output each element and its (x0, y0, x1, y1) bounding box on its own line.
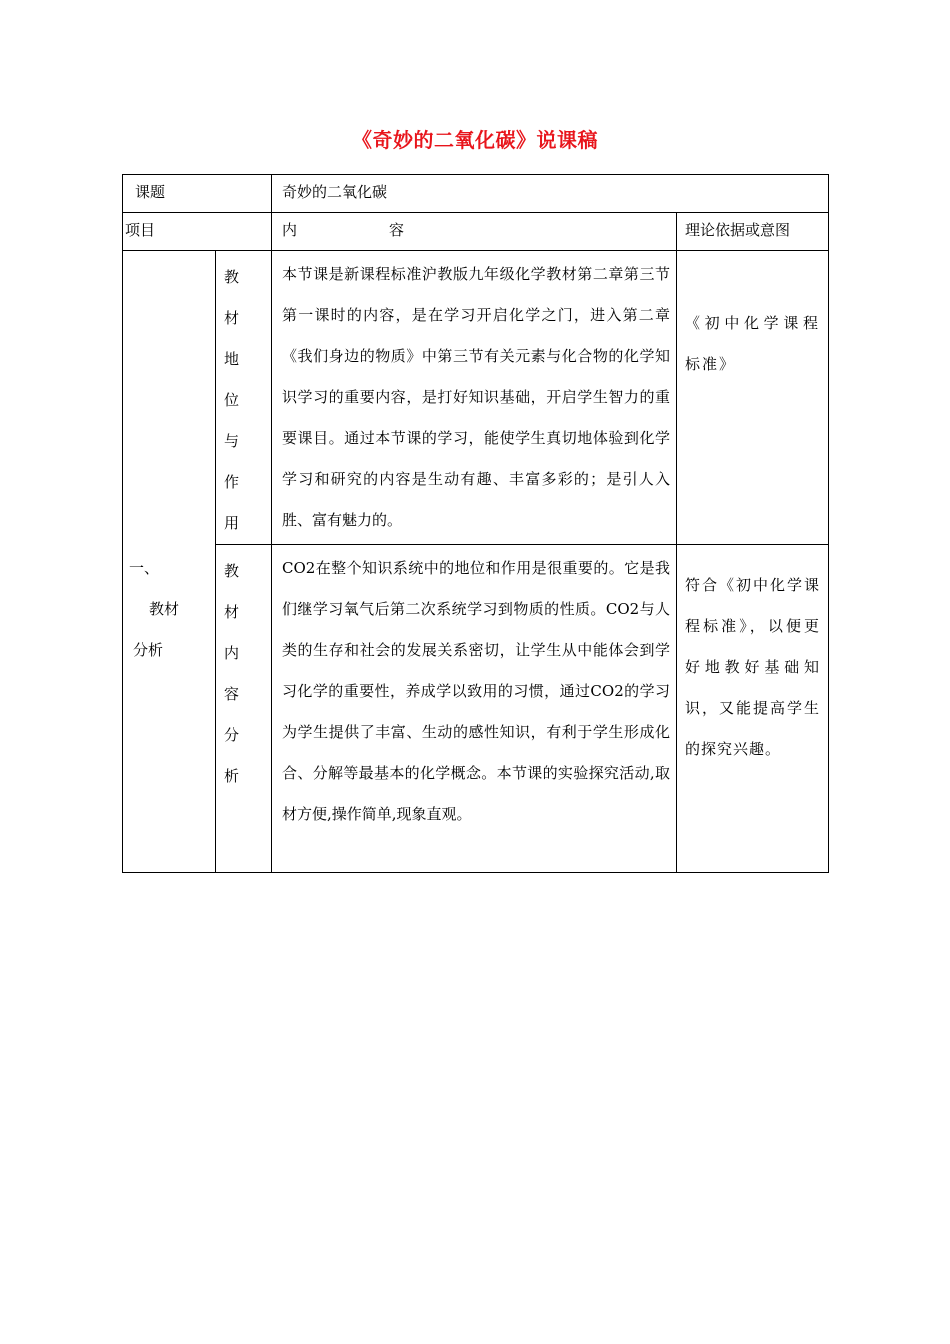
topic-label: 课题 (123, 175, 272, 213)
header-content-char-2: 容 (389, 221, 405, 239)
section-label-line3: 分析 (133, 640, 164, 659)
row-content-position-role: 本节课是新课程标准沪教版九年级化学教材第二章第三节第一课时的内容，是在学习开启化学之门，进入第二章《我们身边的物质》中第三节有关元素与化合物的化学知识学习的重要内容，是打好知识基础，开启学生智力的重要课目。通过本节课的学习，能使学生真切地体验到化学学习和研究的内容是生动有趣、丰富多彩的；是引人入胜、富有魅力的。 (272, 251, 677, 545)
page-title: 《奇妙的二氧化碳》说课稿 (352, 128, 598, 152)
header-content (272, 213, 677, 251)
header-row (123, 213, 829, 251)
row-basis-content-analysis: 符合《初中化学课程标准》，以便更好地教好基础知识，又能提高学生的探究兴趣。 (677, 545, 829, 873)
topic-value: 奇妙的二氧化碳 (272, 175, 829, 213)
lesson-plan-table (122, 174, 829, 873)
header-item: 项目 (123, 213, 272, 251)
header-basis: 理论依据或意图 (677, 213, 829, 251)
table-row (123, 545, 829, 873)
section-label-line1: 一、 (129, 558, 160, 577)
row-label-position-role: 教材地位与作用 (216, 251, 272, 545)
section-label-line2: 教材 (149, 599, 180, 618)
header-content-char-1: 内 (282, 221, 298, 239)
row-label-content-analysis: 教材内容分析 (216, 545, 272, 873)
row-content-content-analysis: CO2在整个知识系统中的地位和作用是很重要的。它是我们继学习氧气后第二次系统学习到物质的性质。CO2与人类的生存和社会的发展关系密切，让学生从中能体会到学习化学的重要性，养成学以致用的习惯，通过CO2的学习为学生提供了丰富、生动的感性知识，有利于学生形成化合、分解等最基本的化学概念。本节课的实验探究活动,取材方便,操作简单,现象直观。 (272, 545, 677, 873)
row-basis-position-role: 《初中化学课程标准》 (677, 251, 829, 545)
section-label (123, 251, 216, 873)
table-row (123, 251, 829, 545)
topic-row (123, 175, 829, 213)
